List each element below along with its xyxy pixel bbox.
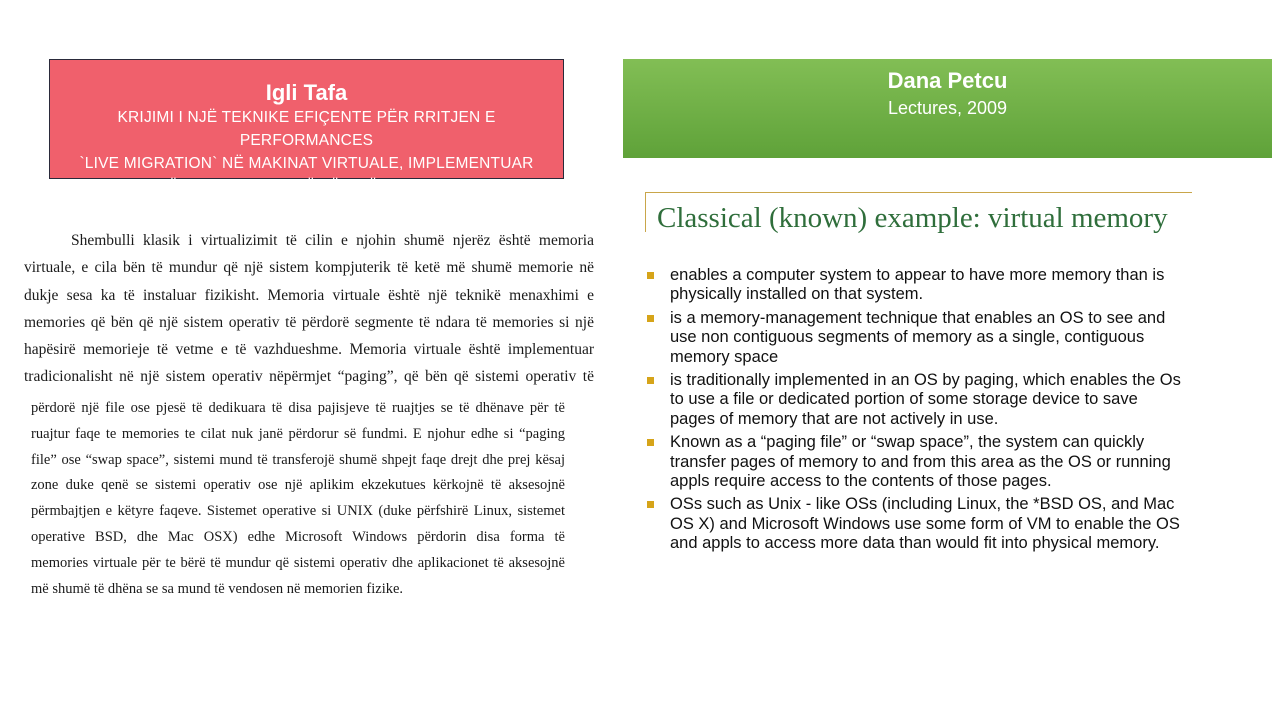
text-line: dukje sesa ka të instaluar fizikisht. Memoria virtuale është një teknikë menaxhimi e: [24, 286, 594, 304]
left-title-line-2: `LIVE MIGRATION` NË MAKINAT VIRTUALE, IMPLEMENTUAR: [79, 155, 534, 172]
bullet-line: is a memory-management technique that enables an OS to see and: [670, 308, 1166, 327]
text-line: më shumë të dhëna se sa mund të vendosen në memorien fizike.: [31, 580, 404, 597]
text-line: përdorë një file ose pjesë të dedikuara të disa pajisjeve të ruajtjes se të dhënave për të: [31, 400, 565, 416]
square-bullet-icon: [647, 501, 654, 508]
text-line: ruajtur faqe te memories te cilat nuk janë përdorur së fundmi. E njohur edhe si “paging: [31, 425, 565, 442]
right-title-box: [623, 59, 1272, 158]
bullet-item: [647, 495, 1227, 553]
left-paragraph-1: [24, 227, 594, 391]
text-line: operative BSD, dhe Mac OSX) edhe Microsoft Windows përdorin disa forma të: [31, 528, 565, 545]
text-line: Shembulli klasik i virtualizimit të cilin e njohin shumë njerëz është memoria: [71, 232, 594, 249]
right-author: Dana Petcu: [887, 68, 1008, 93]
text-line: virtuale, e cila bën të mundur që një sistem kompjuterik të ketë më shumë memorie në: [24, 259, 594, 277]
bullet-line: memory space: [670, 347, 779, 366]
bullet-line: transfer pages of memory to and from this area as the OS or running: [670, 452, 1171, 471]
bullet-line: is traditionally implemented in an OS by paging, which enables the Os: [670, 371, 1181, 390]
bullet-line: and appls to access more data than would fit into physical memory.: [670, 534, 1160, 553]
bullet-line: appls require access to the contents of those pages.: [670, 472, 1052, 491]
square-bullet-icon: [647, 315, 654, 322]
bullet-line: physically installed on that system.: [670, 285, 924, 304]
square-bullet-icon: [647, 377, 654, 384]
bullet-line: enables a computer system to appear to have more memory than is: [670, 266, 1165, 284]
bullet-item: [647, 371, 1227, 429]
bullet-list: [647, 266, 1227, 558]
slide-title: Classical (known) example: virtual memory: [657, 202, 1168, 234]
bullet-item: [647, 309, 1227, 367]
bullet-item: [647, 266, 1227, 305]
square-bullet-icon: [647, 272, 654, 279]
left-title-line-1: KRIJIMI I NJË TEKNIKE EFIÇENTE PËR RRITJEN E PERFORMANCES: [117, 109, 496, 149]
bullet-line: use non contiguous segments of memory as a single, contiguous: [670, 328, 1145, 347]
text-line: memories që bën që një sistem operativ të përdorë segmente të ndara të memories si një: [24, 313, 594, 331]
text-line: file” ose “swap space”, sistemi mund të transferojë shumë shpejt faqe drejt dhe prej kësaj: [31, 451, 565, 468]
bullet-item: [647, 433, 1227, 491]
text-line: tradicionalisht në një sistem operativ nëpërmjet “paging”, që bën që sistemi operativ të: [24, 368, 594, 386]
bullet-line: Known as a “paging file” or “swap space”, the system can quickly: [670, 433, 1145, 452]
bullet-line: OSs such as Unix - like OSs (including Linux, the *BSD OS, and Mac: [670, 495, 1175, 514]
left-title-line-3: MBI NJË SISTEM ME BAZË TË DHËNASH `ORACLE: [116, 178, 497, 195]
text-line: përmbajtjen e këtyre faqeve. Sistemet operative si UNIX (duke përfshirë Linux, sistemet: [31, 503, 565, 520]
square-bullet-icon: [647, 439, 654, 446]
text-line: zone duke qenë se sistemi operativ ose një aplikim ekzekutues kërkojnë të aksesojnë: [31, 477, 565, 494]
left-title-box: [49, 59, 564, 195]
text-line: memories virtuale për te bërë të mundur që sistemi operativ dhe aplikacionet të aksesojnë: [31, 554, 565, 571]
bullet-line: OS X) and Microsoft Windows use some form of VM to enable the OS: [670, 514, 1180, 533]
bullet-line: to use a file or dedicated portion of some storage device to save: [670, 390, 1138, 409]
right-subtitle: Lectures, 2009: [887, 98, 1008, 118]
left-author: Igli Tafa: [265, 80, 348, 105]
text-line: hapësirë memorieje të vetme e të vazhdueshme. Memoria virtuale është implementuar: [24, 341, 594, 359]
left-paragraph-2: [31, 396, 565, 602]
bullet-line: pages of memory that are not actively in use.: [670, 409, 999, 428]
